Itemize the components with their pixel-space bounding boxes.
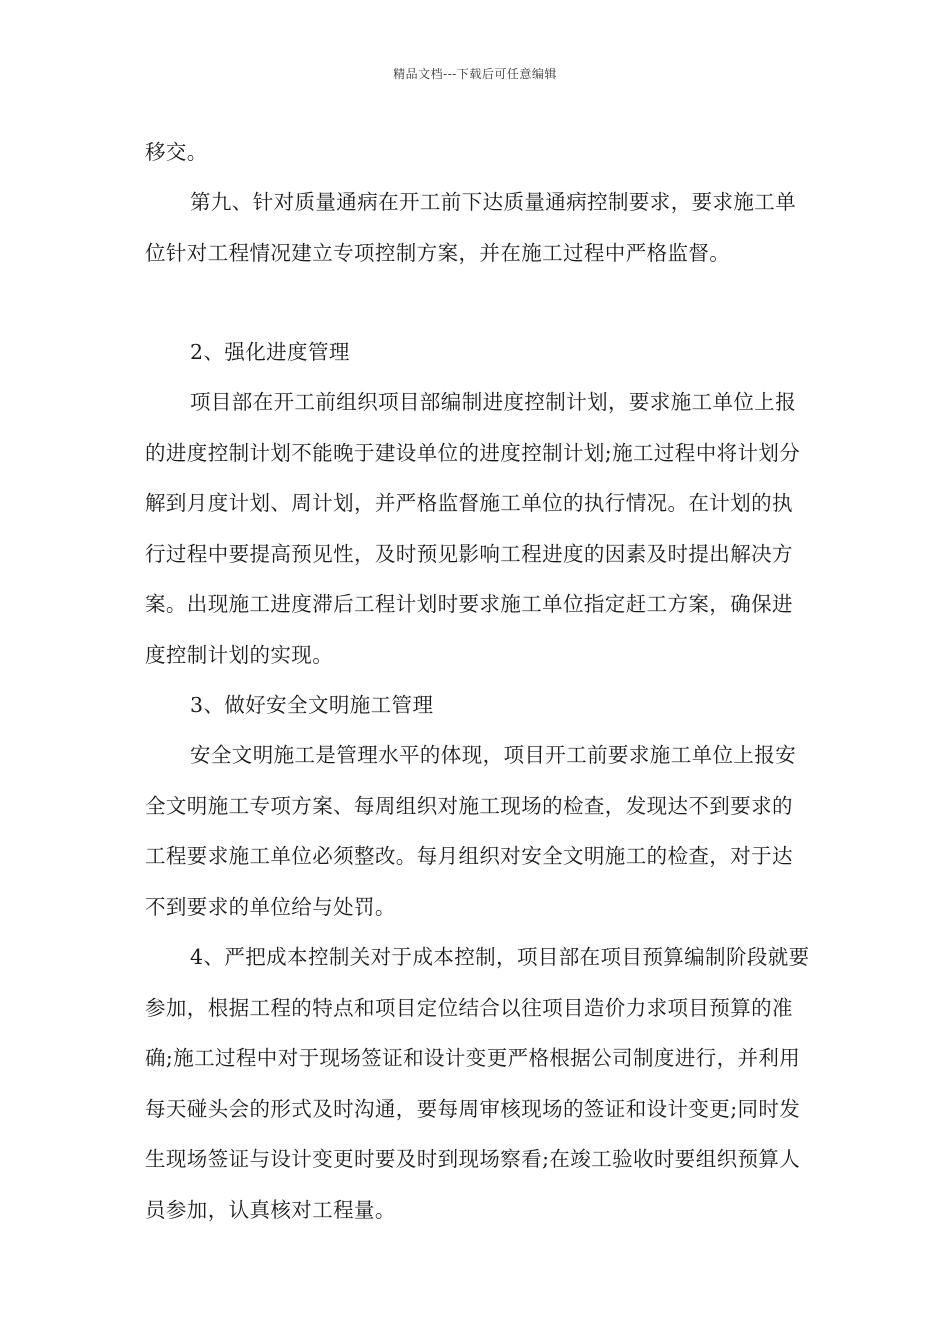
page-header: 精品文档---下载后可任意编辑 [393,67,557,81]
paragraph-safety-management: 安全文明施工是管理水平的体现，项目开工前要求施工单位上报安全文明施工专项方案、每周组织对施工现场的检查，发现达不到要求的工程要求施工单位必须整改。每月组织对安全文明施工的检查，对于达不到要求的单位给与处罚。 [145,743,797,919]
section-heading-schedule: 2、强化进度管理 [190,340,350,364]
paragraph-item-nine: 第九、针对质量通病在开工前下达质量通病控制要求，要求施工单位针对工程情况建立专项控制方案，并在施工过程中严格监督。 [145,190,797,265]
paragraph-cost-control: 4、严把成本控制关对于成本控制，项目部在项目预算编制阶段就要参加，根据工程的特点和项目定位结合以往项目造价力求项目预算的准确;施工过程中对于现场签证和设计变更严格根据公司制度进行，并利用每天碰头会的形式及时沟通，要每周审核现场的签证和设计变更;同时发生现场签证与设计变更时要及时到现场察看;在竣工验收时要组织预算人员参加，认真核对工程量。 [145,945,810,1222]
section-heading-safety: 3、做好安全文明施工管理 [190,693,434,717]
paragraph-schedule-management: 项目部在开工前组织项目部编制进度控制计划，要求施工单位上报的进度控制计划不能晚于建设单位的进度控制计划;施工过程中将计划分解到月度计划、周计划，并严格监督施工单位的执行情况。在计划的执行过程中要提高预见性，及时预见影响工程进度的因素及时提出解决方案。出现施工进度滞后工程计划时要求施工单位指定赶工方案，确保进度控制计划的实现。 [145,390,801,667]
paragraph-continuation: 移交。 [145,140,208,164]
